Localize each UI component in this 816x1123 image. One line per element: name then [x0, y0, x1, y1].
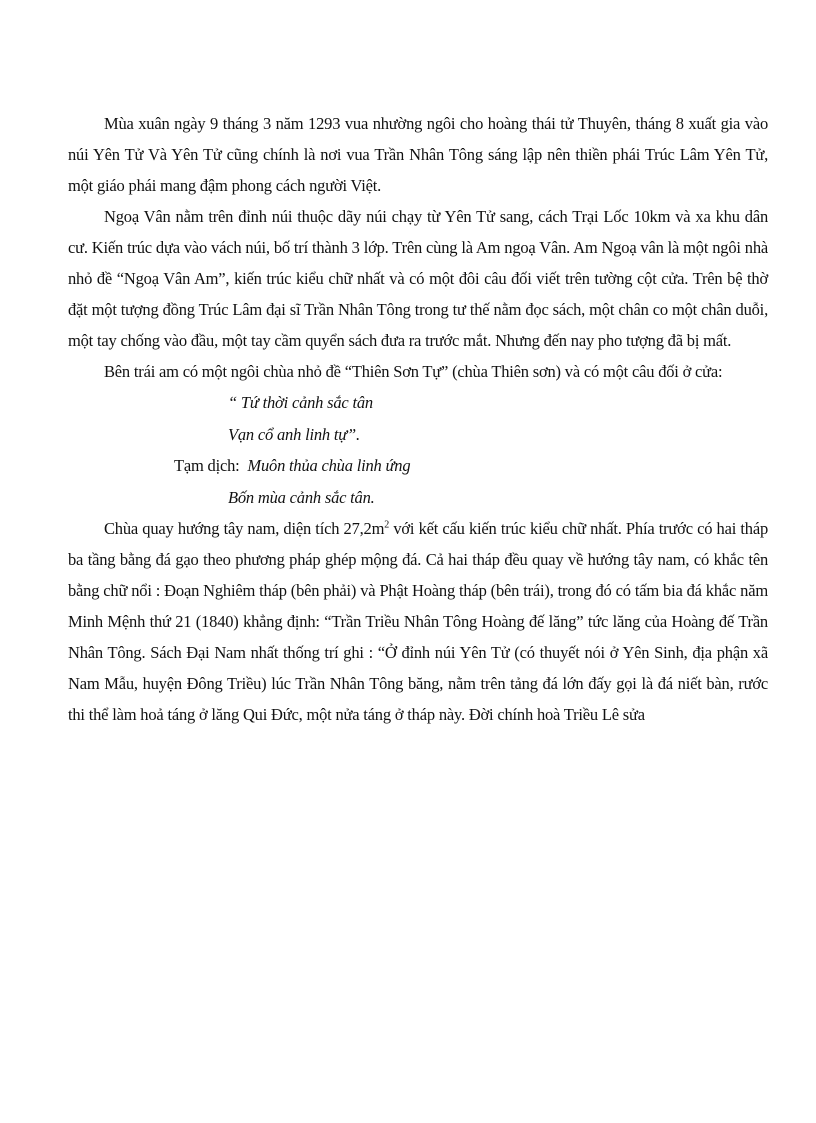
paragraph-2: Ngoạ Vân nằm trên đỉnh núi thuộc dãy núi chạy từ Yên Tử sang, cách Trại Lốc 10km và xa khu dân cư. Kiến trúc dựa vào vách núi, bố trí thành 3 lớp. Trên cùng là Am ngoạ Vân. Am Ngoạ vân là một ngôi nhà nhỏ đề “Ngoạ Vân Am”, kiến trúc kiểu chữ nhất và có một đôi câu đối viết trên tường cột cửa. Trên bệ thờ đặt một tượng đồng Trúc Lâm đại sĩ Trần Nhân Tông trong tư thế nằm đọc sách, một chân co một chân duỗi, một tay chống vào đầu, một tay cầm quyển sách đưa ra trước mắt. Nhưng đến nay pho tượng đã bị mất. — [68, 207, 768, 350]
translation-label: Tạm dịch: — [174, 456, 240, 475]
couplet-block — [68, 387, 768, 513]
body-text — [68, 108, 768, 730]
couplet-line-2: Vạn cổ anh linh tự”. — [228, 424, 360, 444]
paragraph-1: Mùa xuân ngày 9 tháng 3 năm 1293 vua nhường ngôi cho hoàng thái tử Thuyên, tháng 8 xuất gia vào núi Yên Tử Và Yên Tử cũng chính là nơi vua Trần Nhân Tông sáng lập nên thiền phái Trúc Lâm Yên Tử, một giáo phái mang đậm phong cách người Việt. — [68, 114, 768, 195]
translation-line — [68, 450, 768, 482]
paragraph-4-start: Chùa quay hướng tây nam, diện tích 27,2m — [104, 519, 385, 538]
couplet-line-1: “ Tứ thời cảnh sắc tân — [228, 393, 373, 412]
translation-line-2: Bốn mùa cảnh sắc tân. — [228, 487, 375, 507]
area-exponent: 2 — [384, 519, 390, 531]
paragraph-3: Bên trái am có một ngôi chùa nhỏ đề “Thiên Sơn Tự” (chùa Thiên sơn) và có một câu đối ở cửa: — [104, 362, 723, 381]
paragraph-4 — [68, 513, 768, 730]
paragraph-4-rest: với kết cấu kiến trúc kiểu chữ nhất. Phía trước có hai tháp ba tầng bằng đá gạo theo phương pháp ghép mộng đá. Cả hai tháp đều quay về hướng tây nam, có khắc tên bằng chữ nổi : Đoạn Nghiêm tháp (bên phải) và Phật Hoàng tháp (bên trái), trong đó có tấm bia đá khắc năm Minh Mệnh thứ 21 (1840) khẳng định: “Trần Triều Nhân Tông Hoàng đế lăng” tức lăng của Hoàng đế Trần Nhân Tông. Sách Đại Nam nhất thống trí ghi : “Ở đỉnh núi Yên Tử (có thuyết nói ở Yên Sinh, địa phận xã Nam Mẫu, huyện Đông Triều) lúc Trần Nhân Tông băng, nằm trên tảng đá lớn đấy gọi là đá niết bàn, rước thi thể làm hoả táng ở lăng Qui Đức, một nửa táng ở tháp này. Đời chính hoà Triều Lê sửa — [68, 519, 768, 724]
translation-line-1: Muôn thủa chùa linh ứng — [247, 456, 411, 475]
